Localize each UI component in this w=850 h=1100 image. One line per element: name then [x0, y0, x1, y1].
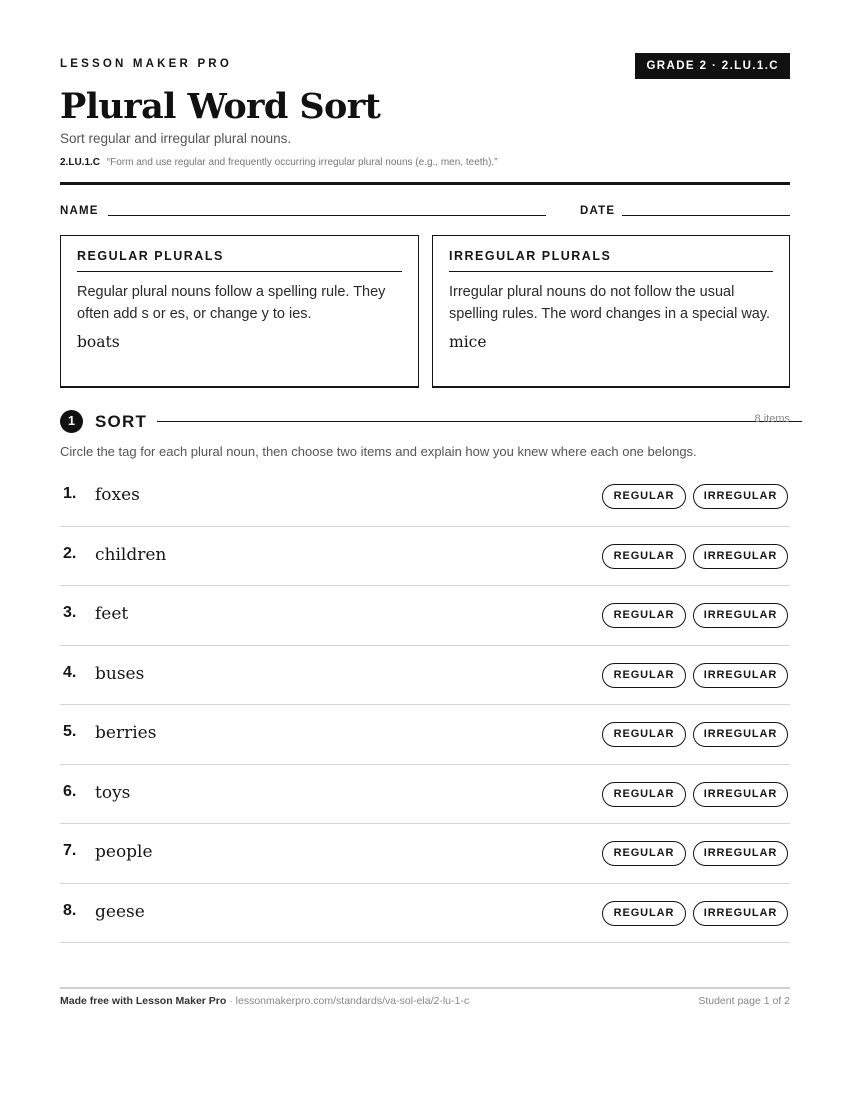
footer-credit: [60, 995, 469, 1007]
irregular-tag[interactable]: IRREGULAR: [693, 841, 788, 866]
regular-tag[interactable]: REGULAR: [602, 663, 686, 688]
item-word: foxes: [95, 485, 140, 505]
sort-item: [60, 586, 790, 646]
regular-tag[interactable]: REGULAR: [602, 901, 686, 926]
brand-name: LESSON MAKER PRO: [60, 58, 232, 70]
regular-plurals-box: [60, 235, 419, 388]
section-title: SORT: [95, 412, 148, 431]
sort-item: [60, 705, 790, 765]
item-number: 8.: [63, 901, 77, 919]
irregular-tag[interactable]: IRREGULAR: [693, 901, 788, 926]
standard-text: “Form and use regular and frequently occurring irregular plural nouns (e.g., men, teeth).”: [106, 157, 498, 168]
item-number: 7.: [63, 842, 77, 859]
standard-line: [60, 157, 498, 168]
regular-tag[interactable]: REGULAR: [602, 782, 686, 807]
section-divider: [157, 421, 802, 422]
sort-item: [60, 646, 790, 706]
regular-tag[interactable]: REGULAR: [602, 544, 686, 569]
item-number: 4.: [63, 663, 77, 681]
item-number: 3.: [63, 604, 77, 621]
item-count: 8 items: [754, 413, 790, 425]
item-number: 5.: [63, 723, 77, 740]
sort-item: [60, 884, 790, 944]
footer-page-number: Student page 1 of 2: [698, 995, 790, 1007]
sort-item: [60, 467, 790, 527]
footer-separator: ·: [226, 995, 236, 1007]
irregular-tag[interactable]: IRREGULAR: [693, 484, 788, 509]
irregular-plurals-definition: Irregular plural nouns do not follow the usual spelling rules. The word changes in a special way.: [449, 284, 771, 322]
section-number: 1: [60, 410, 83, 433]
irregular-tag[interactable]: IRREGULAR: [693, 603, 788, 628]
regular-plurals-heading: REGULAR PLURALS: [77, 249, 402, 272]
irregular-tag[interactable]: IRREGULAR: [693, 544, 788, 569]
regular-tag[interactable]: REGULAR: [602, 722, 686, 747]
item-number: 2.: [63, 544, 77, 562]
page-subtitle: Sort regular and irregular plural nouns.: [60, 131, 292, 146]
irregular-plurals-example: mice: [449, 333, 487, 351]
page-title: Plural Word Sort: [60, 86, 381, 127]
sort-item: [60, 765, 790, 825]
regular-plurals-example: boats: [77, 333, 120, 351]
sort-item-list: [60, 467, 790, 943]
item-word: buses: [95, 663, 145, 684]
regular-tag[interactable]: REGULAR: [602, 841, 686, 866]
regular-tag[interactable]: REGULAR: [602, 603, 686, 628]
header-divider: [60, 182, 790, 185]
irregular-plurals-heading: IRREGULAR PLURALS: [449, 249, 773, 272]
irregular-tag[interactable]: IRREGULAR: [693, 663, 788, 688]
item-word: geese: [95, 901, 145, 922]
sort-item: [60, 527, 790, 587]
name-field[interactable]: [108, 215, 546, 216]
regular-plurals-definition: Regular plural nouns follow a spelling rule. They often add s or es, or change y to ies.: [77, 284, 386, 322]
grade-badge: GRADE 2 · 2.LU.1.C: [635, 53, 790, 79]
name-label: NAME: [60, 205, 99, 217]
standard-code: 2.LU.1.C: [60, 157, 101, 168]
sort-item: [60, 824, 790, 884]
item-word: people: [95, 842, 153, 862]
item-number: 1.: [63, 485, 77, 502]
footer-divider: [60, 987, 790, 989]
irregular-tag[interactable]: IRREGULAR: [693, 782, 788, 807]
item-word: feet: [95, 604, 129, 624]
section-instructions: Circle the tag for each plural noun, then choose two items and explain how you knew where each one belongs.: [60, 444, 697, 459]
footer-made-with: Made free with Lesson Maker Pro: [60, 995, 227, 1007]
irregular-plurals-box: [432, 235, 790, 388]
irregular-tag[interactable]: IRREGULAR: [693, 722, 788, 747]
item-number: 6.: [63, 782, 77, 800]
item-word: berries: [95, 723, 157, 743]
date-field[interactable]: [622, 215, 790, 216]
worksheet-page: [60, 0, 790, 1100]
item-word: children: [95, 544, 167, 565]
regular-tag[interactable]: REGULAR: [602, 484, 686, 509]
footer-url[interactable]: lessonmakerpro.com/standards/va-sol-ela/2-lu-1-c: [235, 995, 470, 1007]
date-label: DATE: [580, 205, 616, 217]
item-word: toys: [95, 782, 131, 803]
